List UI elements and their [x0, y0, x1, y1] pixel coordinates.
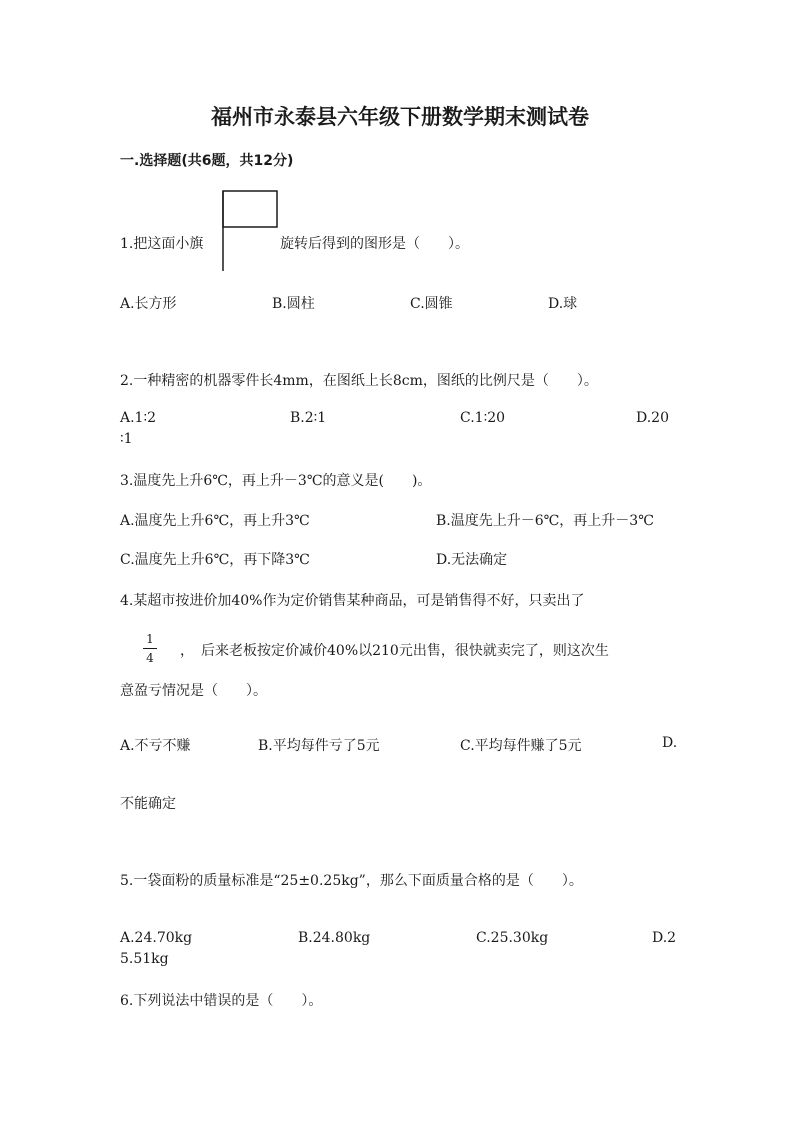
question-2-text: 2.一种精密的机器零件长4mm，在图纸上长8cm，图纸的比例尺是（ ）。: [120, 373, 598, 389]
question-4-line-1: 4.某超市按进价加40%作为定价销售某种商品，可是销售得不好，只卖出了: [120, 593, 585, 609]
q1-option-d: D.球: [548, 296, 578, 312]
q5-option-c: C.25.30kg: [476, 930, 549, 946]
q3-option-d: D.无法确定: [436, 552, 508, 568]
question-4-line-2: ， 后来老板按定价减价40%以210元出售，很快就卖完了，则这次生: [180, 643, 609, 659]
q5-option-b: B.24.80kg: [298, 930, 371, 946]
q5-option-d: D.2: [652, 930, 677, 946]
fraction: [143, 632, 157, 665]
q3-option-b: B.温度先上升－6℃，再上升－3℃: [436, 513, 654, 529]
q4-option-d-wrap: 不能确定: [120, 796, 176, 812]
question-1-text-before: 1.把这面小旗: [120, 236, 204, 252]
section-heading: 一.选择题(共6题，共12分): [120, 153, 294, 169]
flag-cloth: [223, 191, 277, 227]
flag-figure: [218, 189, 282, 273]
q2-option-d: D.20: [636, 410, 669, 426]
q2-option-c: C.1∶20: [460, 410, 506, 426]
question-1-text-after: 旋转后得到的图形是（ ）。: [280, 236, 469, 252]
q3-option-a: A.温度先上升6℃，再上升3℃: [120, 513, 310, 529]
q2-option-b: B.2∶1: [290, 410, 327, 426]
q4-option-c: C.平均每件赚了5元: [460, 738, 582, 754]
q5-option-d-wrap: 5.51kg: [120, 951, 169, 967]
q1-option-b: B.圆柱: [272, 296, 315, 312]
question-6-text: 6.下列说法中错误的是（ ）。: [120, 993, 323, 1009]
q5-option-a: A.24.70kg: [120, 930, 193, 946]
fraction-bar: [143, 648, 157, 649]
fraction-denominator: 4: [146, 651, 154, 665]
q4-option-b: B.平均每件亏了5元: [258, 738, 380, 754]
q4-option-a: A.不亏不赚: [120, 738, 191, 754]
q2-option-a: A.1∶2: [120, 410, 157, 426]
q2-option-d-wrap: ∶1: [120, 431, 133, 447]
q4-option-d: D.: [662, 735, 678, 751]
q1-option-a: A.长方形: [120, 296, 177, 312]
page-title: 福州市永泰县六年级下册数学期末测试卷: [211, 105, 589, 129]
question-4-line-3: 意盈亏情况是（ ）。: [120, 683, 267, 699]
question-3-text: 3.温度先上升6℃，再上升－3℃的意义是( )。: [120, 473, 432, 489]
q1-option-c: C.圆锥: [410, 296, 453, 312]
question-5-text: 5.一袋面粉的质量标准是“25±0.25kg”，那么下面质量合格的是（ ）。: [120, 873, 583, 889]
fraction-numerator: 1: [146, 632, 154, 646]
q3-option-c: C.温度先上升6℃，再下降3℃: [120, 552, 310, 568]
